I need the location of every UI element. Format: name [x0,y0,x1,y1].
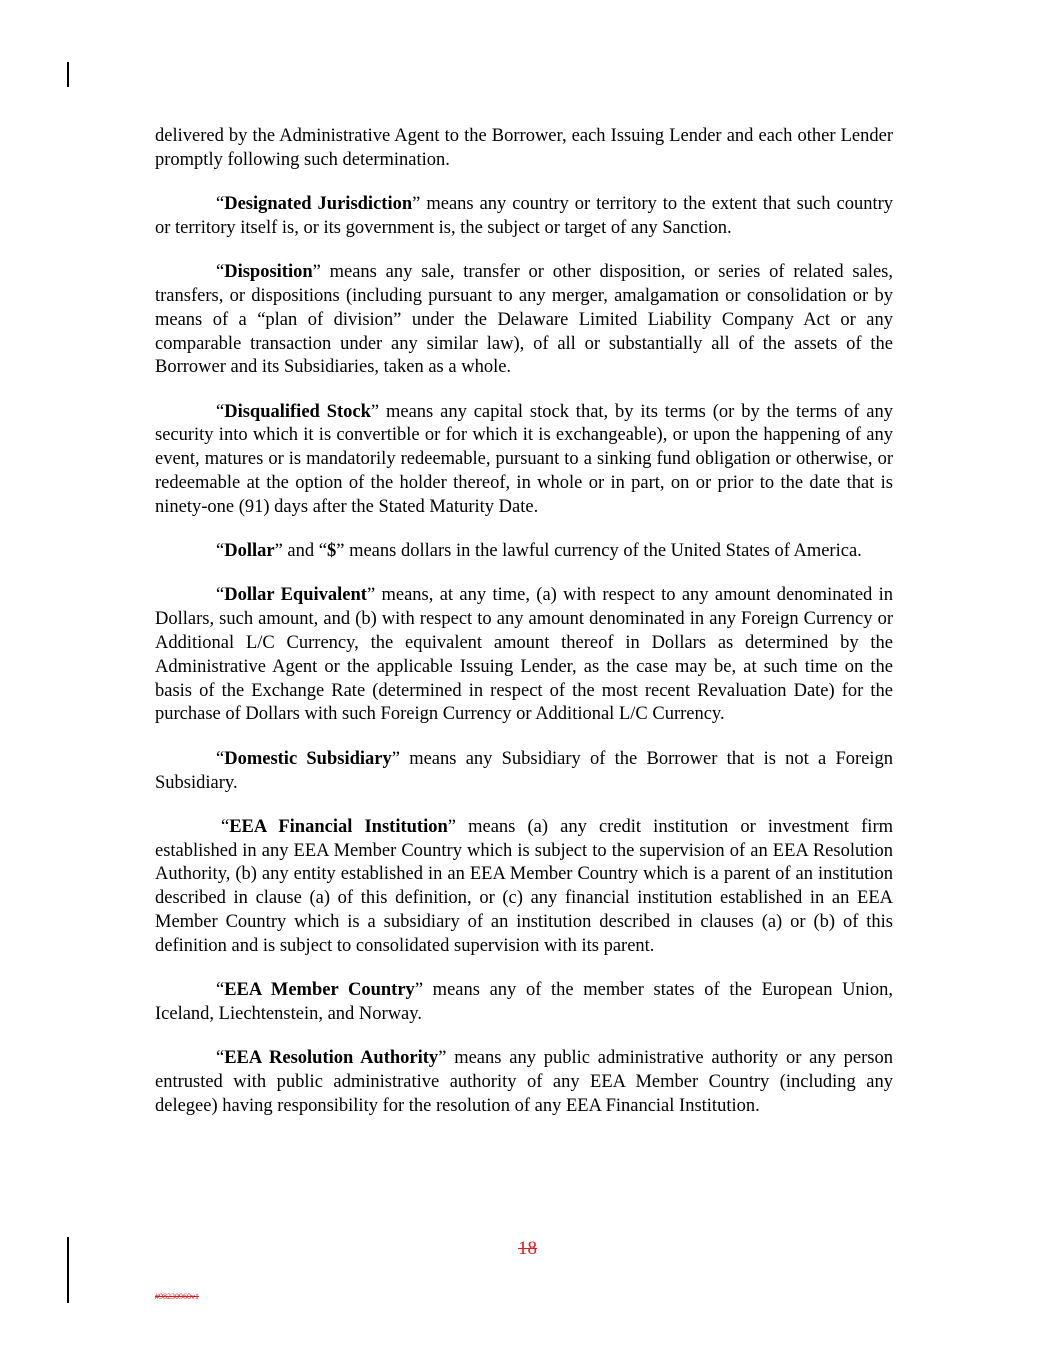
definition-eea-resolution-authority: “EEA Resolution Authority” means any public administrative authority or any person entrusted with public administrative authority of any EEA Member Country (including any delegee) having responsibility for the resolution of any EEA Financial Institution. [155,1048,893,1116]
continuation-paragraph: delivered by the Administrative Agent to the Borrower, each Issuing Lender and each other Lender promptly following such determination. [155,126,893,170]
defined-term: EEA Financial Institution [229,816,448,837]
definition-eea-financial-institution: “EEA Financial Institution” means (a) any credit institution or investment firm established in any EEA Member Country which is subject to the supervision of an EEA Resolution Authority, (b) any entity established in an EEA Member Country which is a parent of an institution described in clause (a) of this definition, or (c) any financial institution established in an EEA Member Country which is a subsidiary of an institution described in clauses (a) or (b) of this definition and is subject to consolidated supervision with its parent. [155,816,893,956]
definition-text: means (a) any credit institution or investment firm established in any EEA Member Country which is subject to the supervision of an EEA Resolution Authority, (b) any entity established in an EEA Member Country which is a parent of an institution described in clause (a) of this definition, or (c) any financial institution established in an EEA Member Country which is a subsidiary of an institution described in clauses (a) or (b) of this definition and is subject to consolidated supervision with its parent. [155,816,893,956]
defined-term: Disposition [224,262,313,283]
defined-term-symbol: $ [326,541,337,562]
definition-text: means any public administrative authority or any person entrusted with public administrative authority of any EEA Member Country (including any delegee) having responsibility for the resolution of any EEA Financial Institution. [155,1048,893,1116]
defined-term: Domestic Subsidiary [224,748,392,769]
document-body [155,125,893,1139]
definition-domestic-subsidiary: “Domestic Subsidiary” means any Subsidiary of the Borrower that is not a Foreign Subsidiary. [155,748,894,793]
defined-term: EEA Resolution Authority [224,1048,439,1069]
definition-text: means any of the member states of the European Union, Iceland, Liechtenstein, and Norway. [155,980,893,1024]
defined-term: Dollar Equivalent [224,585,367,606]
page-number: 18 [518,1238,537,1259]
definition-disposition: “Disposition” means any sale, transfer or other disposition, or series of related sales, transfers, or dispositions (including pursuant to any merger, amalgamation or consolidation or by means of a “plan of division” under the Delaware Limited Liability Company Act or any comparable transaction under any similar law), of all or substantially all of the assets of the Borrower and its Subsidiaries, taken as a whole. [155,262,893,378]
definition-text: means any Subsidiary of the Borrower that is not a Foreign Subsidiary. [155,748,894,793]
defined-term: Designated Jurisdiction [224,194,413,215]
definition-text: means any country or territory to the extent that such country or territory itself is, or its government is, the subject or target of any Sanction. [155,194,893,238]
definition-text: means any sale, transfer or other disposition, or series of related sales, transfers, or dispositions (including pursuant to any merger, amalgamation or consolidation or by means of a “plan of division” under the Delaware Limited Liability Company Act or any comparable transaction under any similar law), of all or substantially all of the assets of the Borrower and its Subsidiaries, taken as a whole. [155,262,893,378]
definition-text: means, at any time, (a) with respect to any amount denominated in Dollars, such amount, and (b) with respect to any amount denominated in any Foreign Currency or Additional L/C Currency, the equivalent amount thereof in Dollars as determined by the Administrative Agent or the applicable Issuing Lender, as the case may be, at such time on the basis of the Exchange Rate (determined in respect of the most recent Revaluation Date) for the purchase of Dollars with such Foreign Currency or Additional L/C Currency. [155,585,894,725]
definition-designated-jurisdiction: “Designated Jurisdiction” means any country or territory to the extent that such country or territory itself is, or its government is, the subject or target of any Sanction. [155,194,893,238]
change-bar-top [67,62,69,87]
defined-term: EEA Member Country [224,980,415,1001]
definition-eea-member-country: “EEA Member Country” means any of the member states of the European Union, Iceland, Liechtenstein, and Norway. [155,980,893,1024]
definition-connector: and “ [282,541,327,562]
defined-term: Dollar [224,541,275,562]
definition-disqualified-stock: “Disqualified Stock” means any capital stock that, by its terms (or by the terms of any security into which it is convertible or for which it is exchangeable), or upon the happening of any event, matures or is mandatorily redeemable, pursuant to a sinking fund obligation or otherwise, or redeemable at the option of the holder thereof, in whole or in part, on or prior to the date that is ninety-one (91) days after the Stated Maturity Date. [155,401,893,517]
definition-dollar: “Dollar” and “$” means dollars in the lawful currency of the United States of America. [216,541,862,562]
definition-text: means dollars in the lawful currency of the United States of America. [344,541,862,562]
document-id: #98230960v1 [155,1292,199,1301]
definition-dollar-equivalent: “Dollar Equivalent” means, at any time, (a) with respect to any amount denominated in Dollars, such amount, and (b) with respect to any amount denominated in any Foreign Currency or Additional L/C Currency, the equivalent amount thereof in Dollars as determined by the Administrative Agent or the applicable Issuing Lender, as the case may be, at such time on the basis of the Exchange Rate (determined in respect of the most recent Revaluation Date) for the purchase of Dollars with such Foreign Currency or Additional L/C Currency. [155,585,894,725]
definition-text: means any capital stock that, by its terms (or by the terms of any security into which it is convertible or for which it is exchangeable), or upon the happening of any event, matures or is mandatorily redeemable, pursuant to a sinking fund obligation or otherwise, or redeemable at the option of the holder thereof, in whole or in part, on or prior to the date that is ninety-one (91) days after the Stated Maturity Date. [155,401,893,517]
defined-term: Disqualified Stock [224,401,371,422]
